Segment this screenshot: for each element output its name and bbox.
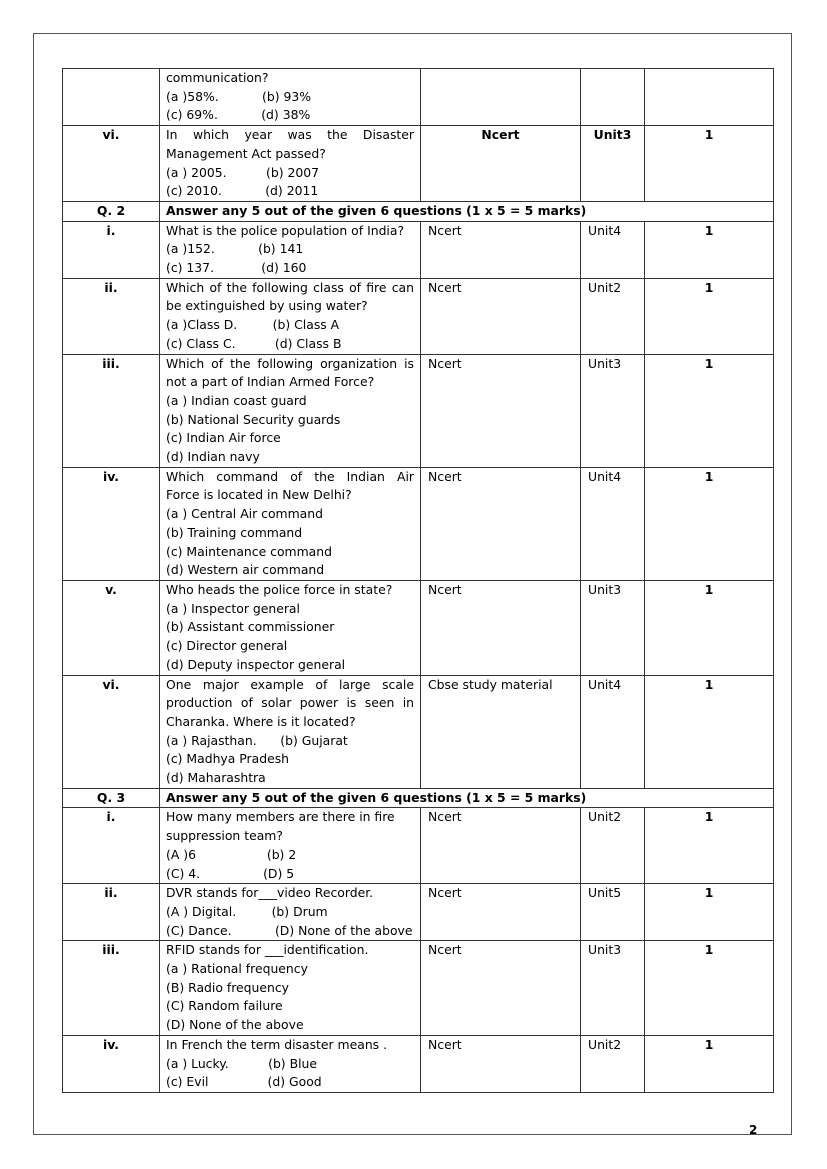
table-row	[63, 808, 774, 884]
unit-cell: Unit5	[581, 884, 645, 941]
unit-cell: Unit3	[581, 354, 645, 467]
unit-cell	[581, 69, 645, 126]
question-number: v.	[63, 580, 160, 675]
question-text: How many members are there in fire suppression team? (A )6 (b) 2 (C) 4. (D) 5	[160, 808, 421, 884]
source-cell: Ncert	[421, 354, 581, 467]
question-number: i.	[63, 221, 160, 278]
unit-cell: Unit3	[581, 580, 645, 675]
marks-cell: 1	[645, 808, 774, 884]
unit-cell: Unit3	[581, 941, 645, 1036]
question-number: i.	[63, 808, 160, 884]
question-text: RFID stands for ___identification. (a ) Rational frequency (B) Radio frequency (C) Random failure (D) None of the above	[160, 941, 421, 1036]
table-row	[63, 69, 774, 126]
table-row	[63, 354, 774, 467]
section-number: Q. 3	[63, 788, 160, 808]
question-table	[62, 68, 774, 1093]
source-cell: Ncert	[421, 278, 581, 354]
table-row	[63, 221, 774, 278]
table-row	[63, 1035, 774, 1092]
marks-cell: 1	[645, 941, 774, 1036]
question-text: In which year was the Disaster Management Act passed? (a ) 2005. (b) 2007 (c) 2010. (d) 2011	[160, 126, 421, 202]
question-text: Which of the following organization is not a part of Indian Armed Force? (a ) Indian coast guard (b) National Security guards (c) Indian Air force (d) Indian navy	[160, 354, 421, 467]
source-cell: Ncert	[421, 808, 581, 884]
question-text: In French the term disaster means . (a ) Lucky. (b) Blue (c) Evil (d) Good	[160, 1035, 421, 1092]
table-row	[63, 467, 774, 580]
section-header-q2	[63, 201, 774, 221]
marks-cell	[645, 69, 774, 126]
question-text: Which command of the Indian Air Force is located in New Delhi? (a ) Central Air command (b) Training command (c) Maintenance command (d) Western air command	[160, 467, 421, 580]
question-number: iii.	[63, 354, 160, 467]
question-number: ii.	[63, 884, 160, 941]
source-cell: Ncert	[421, 941, 581, 1036]
table-row	[63, 941, 774, 1036]
unit-cell: Unit2	[581, 278, 645, 354]
source-cell: Ncert	[421, 1035, 581, 1092]
marks-cell: 1	[645, 354, 774, 467]
marks-cell: 1	[645, 221, 774, 278]
question-number: vi.	[63, 675, 160, 788]
marks-cell: 1	[645, 126, 774, 202]
table-row	[63, 580, 774, 675]
question-text: DVR stands for___video Recorder. (A ) Digital. (b) Drum (C) Dance. (D) None of the above	[160, 884, 421, 941]
table-row	[63, 278, 774, 354]
section-instruction: Answer any 5 out of the given 6 questions (1 x 5 = 5 marks)	[160, 788, 774, 808]
question-number: iii.	[63, 941, 160, 1036]
source-cell: Ncert	[421, 126, 581, 202]
marks-cell: 1	[645, 1035, 774, 1092]
table-row	[63, 126, 774, 202]
table-row	[63, 884, 774, 941]
question-number	[63, 69, 160, 126]
marks-cell: 1	[645, 675, 774, 788]
question-text: communication? (a )58%. (b) 93% (c) 69%. (d) 38%	[160, 69, 421, 126]
unit-cell: Unit2	[581, 1035, 645, 1092]
source-cell: Ncert	[421, 221, 581, 278]
question-text: Which of the following class of fire can be extinguished by using water? (a )Class D. (b) Class A (c) Class C. (d) Class B	[160, 278, 421, 354]
source-cell: Ncert	[421, 580, 581, 675]
question-text: What is the police population of India? (a )152. (b) 141 (c) 137. (d) 160	[160, 221, 421, 278]
question-number: iv.	[63, 467, 160, 580]
marks-cell: 1	[645, 884, 774, 941]
question-text: Who heads the police force in state? (a ) Inspector general (b) Assistant commissioner (c) Director general (d) Deputy inspector general	[160, 580, 421, 675]
table-row	[63, 675, 774, 788]
unit-cell: Unit4	[581, 221, 645, 278]
source-cell: Cbse study material	[421, 675, 581, 788]
source-cell	[421, 69, 581, 126]
page-number: 2	[749, 1123, 758, 1137]
section-instruction: Answer any 5 out of the given 6 questions (1 x 5 = 5 marks)	[160, 201, 774, 221]
question-number: vi.	[63, 126, 160, 202]
question-number: ii.	[63, 278, 160, 354]
question-number: iv.	[63, 1035, 160, 1092]
source-cell: Ncert	[421, 467, 581, 580]
unit-cell: Unit4	[581, 467, 645, 580]
marks-cell: 1	[645, 278, 774, 354]
unit-cell: Unit3	[581, 126, 645, 202]
unit-cell: Unit4	[581, 675, 645, 788]
unit-cell: Unit2	[581, 808, 645, 884]
marks-cell: 1	[645, 467, 774, 580]
marks-cell: 1	[645, 580, 774, 675]
section-number: Q. 2	[63, 201, 160, 221]
question-text: One major example of large scale production of solar power is seen in Charanka. Where is it located? (a ) Rajasthan. (b) Gujarat (c) Madhya Pradesh (d) Maharashtra	[160, 675, 421, 788]
section-header-q3	[63, 788, 774, 808]
source-cell: Ncert	[421, 884, 581, 941]
